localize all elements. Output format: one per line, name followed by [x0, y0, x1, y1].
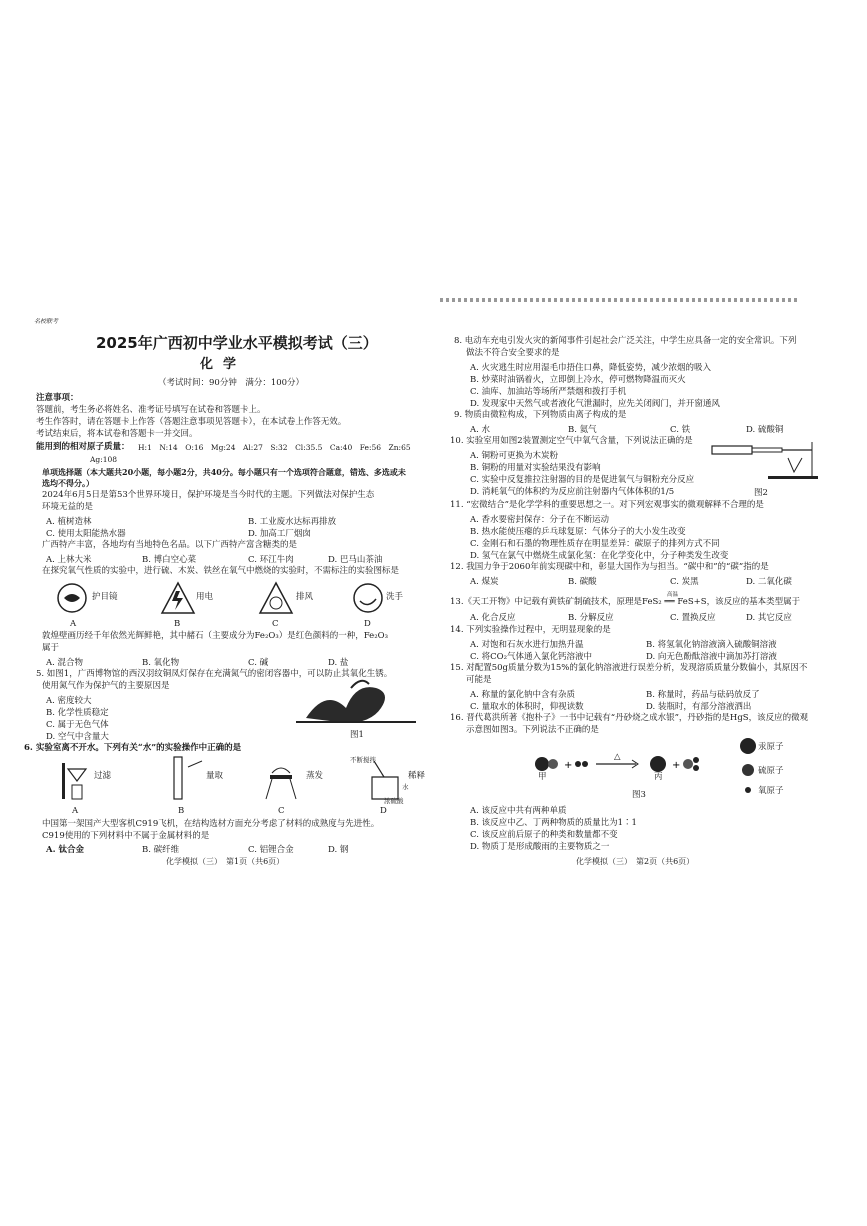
experiment-letter: B	[178, 806, 185, 816]
option: A. 铜粉可更换为木炭粉	[470, 451, 559, 461]
question-stem: 8. 电动车充电引发火灾的新闻事件引起社会广泛关注，中学生应具备一定的安全常识。下列	[454, 336, 797, 346]
molecule-label: 丙	[654, 772, 663, 782]
option: B. 化学性质稳定	[46, 708, 109, 718]
option: D. 消耗氧气的体积约为反应前注射器内气体体积的1/5	[470, 487, 675, 497]
experiment-letter: C	[278, 806, 285, 816]
question-stem: 5. 如图1，广西博物馆的西汉羽纹铜凤灯保存在充满氮气的密闭容器中，可以防止其氧化生锈。	[36, 669, 393, 679]
question-stem: 16. 晋代葛洪所著《抱朴子》一书中记载有“丹砂烧之成水银”，丹砂指的是HgS，该反应的微观	[450, 713, 809, 723]
option: C. 量取水的体积时，仰视读数	[470, 702, 584, 712]
icon-letter: C	[272, 619, 279, 629]
option: C. 铁	[670, 425, 691, 435]
icon-label: 用电	[196, 592, 214, 602]
notice-heading: 注意事项：	[36, 393, 79, 403]
experiment-label: 稀释	[408, 771, 426, 781]
left-page	[16, 312, 436, 872]
section-heading: 单项选择题（本大题共20小题，每小题2分，共40分。每小题只有一个选项符合题意，错选、多选或未选均不得分。）	[42, 467, 406, 488]
option: A. 钛合金	[46, 845, 85, 855]
icon-letter: A	[70, 619, 77, 629]
question-stem: 敦煌壁画历经千年依然光辉鲜艳，其中赭石（主要成分为Fe₂O₃）是红色颜料的一种，Fe₂O₃	[42, 631, 388, 641]
option: A. 水	[470, 425, 491, 435]
option: B. 氧化物	[142, 658, 180, 668]
notice-line: 答题前，考生务必将姓名、准考证号填写在试卷和答题卡上。	[36, 405, 266, 415]
option: A. 对饱和石灰水进行加热升温	[470, 640, 584, 650]
icon-label: 洗手	[386, 592, 404, 602]
option: D. 向无色酚酞溶液中滴加苏打溶液	[646, 652, 777, 662]
option: D. 盐	[328, 658, 349, 668]
option: A. 火灾逃生时应用湿毛巾捂住口鼻，降低姿势，减少浓烟的吸入	[470, 363, 712, 373]
question-stem: 12. 我国力争于2060年前实现碳中和，彰显大国作为与担当。“碳中和”的“碳”指的是	[450, 562, 769, 572]
icon-letter: D	[364, 619, 371, 629]
figure-caption: 图3	[632, 790, 646, 800]
option: D. 物质丁是形成酸雨的主要物质之一	[470, 842, 610, 852]
option: D. 发现家中天然气或者液化气泄漏时，应先关闭阀门，并开窗通风	[470, 399, 720, 409]
reaction-condition-symbol: △	[614, 752, 621, 762]
page-footer: 化学模拟（三） 第2页（共6页）	[576, 857, 695, 866]
experiment-label: 量取	[206, 771, 224, 781]
experiment-note: 浓硫酸	[384, 797, 404, 805]
figure-caption: 图1	[350, 730, 364, 740]
question-stem: 示意图如图3。下列说法不正确的是	[466, 725, 599, 735]
option: C. 实验中反复推拉注射器的目的是促进氧气与铜粉充分反应	[470, 475, 695, 485]
notice-line: 考生作答时，请在答题卡上作答（答题注意事项见答题卡），在本试卷上作答无效。	[36, 417, 347, 427]
option: C. 碱	[248, 658, 269, 668]
atomic-masses-2: Ag:108	[90, 455, 118, 464]
option: C. 属于无色气体	[46, 720, 109, 730]
option: B. 该反应中乙、丁两种物质的质量比为1∶1	[470, 818, 637, 828]
legend-label: 汞原子	[758, 742, 784, 752]
option: A. 密度较大	[46, 696, 92, 706]
goggles-icon-shape	[64, 594, 80, 602]
option: C. 置换反应	[670, 613, 716, 623]
option: A. 化合反应	[470, 613, 516, 623]
icon-label: 护目镜	[92, 592, 118, 602]
option: C. 环江牛肉	[248, 555, 294, 565]
option: B. 热水能使压瘪的乒乓球复原：气体分子的大小发生改变	[470, 527, 686, 537]
exam-title: 2025年广西初中学业水平模拟考试（三）	[96, 334, 378, 352]
question-stem: 11. “宏微结合”是化学学科的重要思想之一。对下列宏观事实的微观解释不合理的是	[450, 500, 764, 510]
option: C. 油库、加油站等场所严禁烟和拨打手机	[470, 387, 627, 397]
question-stem: 13.《天工开物》中记载有黄铁矿制硫技术，原理是FeS₂ ══ FeS+S，该反应的基本类型属于	[450, 597, 801, 607]
page-footer: 化学模拟（三） 第1页（共6页）	[166, 857, 285, 866]
question-stem: 15. 对配置50g质量分数为15%的氯化钠溶液进行误差分析，发现溶质质量分数偏小，其原因不	[450, 663, 808, 673]
option: C. 使用太阳能热水器	[46, 529, 126, 539]
experiment-label: 过滤	[94, 771, 112, 781]
experiment-letter: D	[380, 806, 387, 816]
notice-line: 考试结束后，将本试卷和答题卡一并交回。	[36, 429, 198, 439]
option: D. 二氧化碳	[746, 577, 792, 587]
option: D. 氢气在氯气中燃烧生成氯化氢：在化学变化中，分子种类发生改变	[470, 551, 729, 561]
option: A. 煤炭	[470, 577, 499, 587]
option: A. 香水要密封保存：分子在不断运动	[470, 515, 610, 525]
option: D. 空气中含量大	[46, 732, 109, 742]
option: B. 铜粉的用量对实验结果没有影响	[470, 463, 601, 473]
exam-info: （考试时间：90分钟 满分：100分）	[158, 378, 305, 388]
question-stem: C919使用的下列材料中不属于金属材料的是	[42, 831, 210, 841]
option: C. 炭黑	[670, 577, 699, 587]
experiment-letter: A	[72, 806, 79, 816]
option: A. 该反应中共有两种单质	[470, 806, 567, 816]
option: D. 巴马山茶油	[328, 555, 383, 565]
scan-artifact	[440, 298, 800, 302]
option: D. 钢	[328, 845, 349, 855]
option: C. 金刚石和石墨的物理性质存在明显差异：碳原子的排列方式不同	[470, 539, 720, 549]
hand-wash-icon	[354, 584, 382, 612]
figure-caption: 图2	[754, 488, 768, 498]
bronze-lamp-figure	[296, 678, 416, 728]
option: A. 称量的氯化钠中含有杂质	[470, 690, 576, 700]
question-stem: 中国第一架国产大型客机C919飞机，在结构选材方面充分考虑了材料的成熟度与先进性。	[42, 819, 380, 829]
option: C. 铝锂合金	[248, 845, 294, 855]
option: D. 硫酸铜	[746, 425, 784, 435]
option: D. 加高工厂烟囱	[248, 529, 311, 539]
option: A. 混合物	[46, 658, 84, 668]
icon-letter: B	[174, 619, 181, 629]
option: A. 上林大米	[46, 555, 92, 565]
question-stem: 14. 下列实验操作过程中，无明显现象的是	[450, 625, 611, 635]
question-stem: 10. 实验室用如图2装置测定空气中氧气含量，下列说法正确的是	[450, 436, 693, 446]
logo-text: 名校联考	[34, 318, 59, 325]
svg-text:+: +	[564, 760, 573, 771]
option: B. 博白空心菜	[142, 555, 197, 565]
option: B. 称量时，药品与砝码放反了	[646, 690, 760, 700]
icon-label: 排风	[296, 592, 314, 602]
option: C. 该反应前后原子的种类和数量都不变	[470, 830, 618, 840]
option: A. 植树造林	[46, 517, 92, 527]
question-stem: 2024年6月5日是第53个世界环境日，保护环境是当今时代的主题。下列做法对保护生态	[42, 490, 375, 500]
question-stem: 环境无益的是	[42, 502, 94, 512]
question-stem: 属于	[42, 643, 60, 653]
option: B. 工业废水达标再排放	[248, 517, 337, 527]
question-stem: 可能是	[466, 675, 492, 685]
atomic-masses: H:1 N:14 O:16 Mg:24 Al:27 S:32 Cl:35.5 Ca:40 Fe:56 Zn:65	[138, 443, 411, 452]
molecule-label: 甲	[538, 772, 547, 782]
right-page	[436, 312, 856, 872]
experiment-label: 蒸发	[306, 771, 324, 781]
option: B. 氦气	[568, 425, 597, 435]
option: C. 将CO₂气体通入氯化钙溶液中	[470, 652, 592, 662]
option: D. 其它反应	[746, 613, 792, 623]
question-stem: 广西特产丰富，各地均有当地特色名品。以下广西特产富含糖类的是	[42, 540, 298, 550]
question-stem: 在探究氧气性质的实验中，进行硫、木炭、铁丝在氧气中燃烧的实验时，不需标注的实验图标是	[42, 566, 400, 576]
question-stem: 做法不符合安全要求的是	[466, 348, 560, 358]
option: B. 碳纤维	[142, 845, 180, 855]
question-stem: 使用氮气作为保护气的主要原因是	[42, 681, 170, 691]
atomic-mass-label: 能用到的相对原子质量：	[36, 442, 130, 452]
experiment-note: 水	[402, 783, 409, 791]
subject-title: 化学	[200, 357, 247, 372]
question-stem: 9. 物质由微粒构成，下列物质由离子构成的是	[454, 410, 627, 420]
option: B. 炒菜时油锅着火，立即倒上冷水，停可燃物降温而灭火	[470, 375, 686, 385]
question-stem: 6. 实验室离不开水。下列有关“水”的实验操作中正确的是	[24, 743, 242, 753]
legend-label: 硫原子	[758, 766, 784, 776]
oxygen-apparatus-figure	[708, 432, 838, 488]
option: D. 装瓶时，有部分溶液洒出	[646, 702, 752, 712]
option: B. 分解反应	[568, 613, 614, 623]
option: B. 碳酸	[568, 577, 597, 587]
legend-label: 氧原子	[758, 786, 784, 796]
reaction-condition: 高温	[667, 592, 679, 598]
option: B. 将氢氧化钠溶液滴入硫酸铜溶液	[646, 640, 777, 650]
svg-text:+: +	[672, 760, 681, 771]
experiment-note: 不断搅拌	[350, 756, 376, 764]
